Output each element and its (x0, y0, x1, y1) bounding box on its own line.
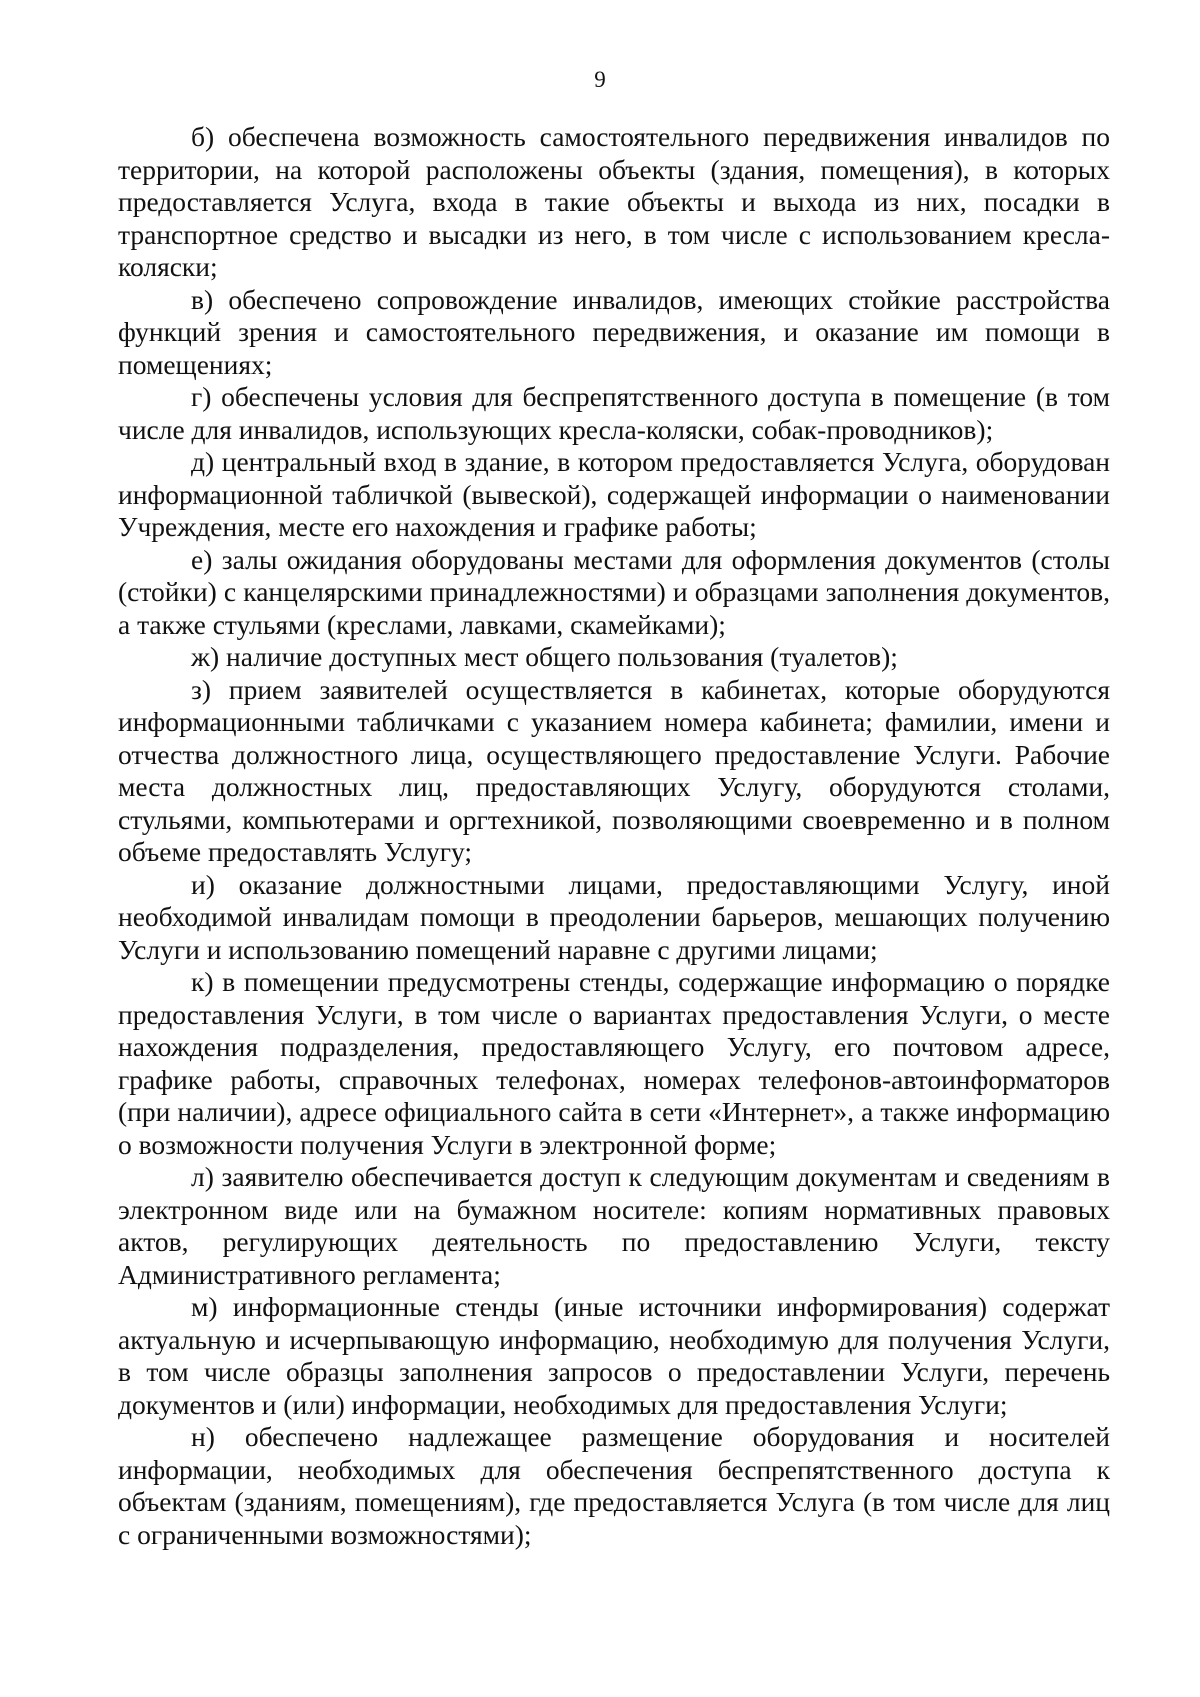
list-item-l: л) заявителю обеспечивается доступ к следующим документам и сведениям в электронном виде или на бумажном носителе: копиям нормативных правовых актов, регулирующих деятельность по предоставлению Услуги, тексту Административного регламента; (118, 1161, 1110, 1290)
list-item-m: м) информационные стенды (иные источники информирования) содержат актуальную и исчерпывающую информацию, необходимую для получения Услуги, в том числе образцы заполнения запросов о предоставлении Услуги, перечень документов и (или) информации, необходимых для предоставления Услуги; (118, 1291, 1110, 1420)
list-item-e: е) залы ожидания оборудованы местами для оформления документов (столы (стойки) с канцелярскими принадлежностями) и образцами заполнения документов, а также стульями (креслами, лавками, скамейками); (118, 543, 1110, 640)
list-item-z: з) прием заявителей осуществляется в кабинетах, которые оборудуются информационными табличками с указанием номера кабинета; фамилии, имени и отчества должностного лица, осуществляющего предоставление Услуги. Рабочие места должностных лиц, предоставляющих Услугу, оборудуются столами, стульями, компьютерами и оргтехникой, позволяющими своевременно и в полном объеме предоставлять Услугу; (118, 673, 1110, 867)
list-item-i: и) оказание должностными лицами, предоставляющими Услугу, иной необходимой инвалидам помощи в преодолении барьеров, мешающих получению Услуги и использованию помещений наравне с другими лицами; (118, 868, 1110, 965)
list-item-k: к) в помещении предусмотрены стенды, содержащие информацию о порядке предоставления Услуги, в том числе о вариантах предоставления Услуги, о месте нахождения подразделения, предоставляющего Услугу, его почтовом адресе, графике работы, справочных телефонах, номерах телефонов-автоинформаторов (при наличии), адресе официального сайта в сети «Интернет», а также информацию о возможности получения Услуги в электронной форме; (118, 966, 1110, 1160)
document-body (118, 121, 1110, 1551)
list-item-g: г) обеспечены условия для беспрепятственного доступа в помещение (в том числе для инвалидов, использующих кресла-коляски, собак-проводников); (118, 381, 1110, 445)
page-number: 9 (594, 67, 606, 92)
list-item-n: н) обеспечено надлежащее размещение оборудования и носителей информации, необходимых для обеспечения беспрепятственного доступа к объектам (зданиям, помещениям), где предоставляется Услуга (в том числе для лиц с ограниченными возможностями); (118, 1421, 1110, 1550)
list-item-b: б) обеспечена возможность самостоятельного передвижения инвалидов по территории, на которой расположены объекты (здания, помещения), в которых предоставляется Услуга, входа в такие объекты и выхода из них, посадки в транспортное средство и высадки из него, в том числе с использованием кресла-коляски; (118, 121, 1110, 282)
list-item-v: в) обеспечено сопровождение инвалидов, имеющих стойкие расстройства функций зрения и самостоятельного передвижения, и оказание им помощи в помещениях; (118, 283, 1110, 380)
list-item-zh: ж) наличие доступных мест общего пользования (туалетов); (191, 641, 898, 672)
list-item-d: д) центральный вход в здание, в котором предоставляется Услуга, оборудован информационной табличкой (вывеской), содержащей информации о наименовании Учреждения, месте его нахождения и графике работы; (118, 446, 1110, 542)
